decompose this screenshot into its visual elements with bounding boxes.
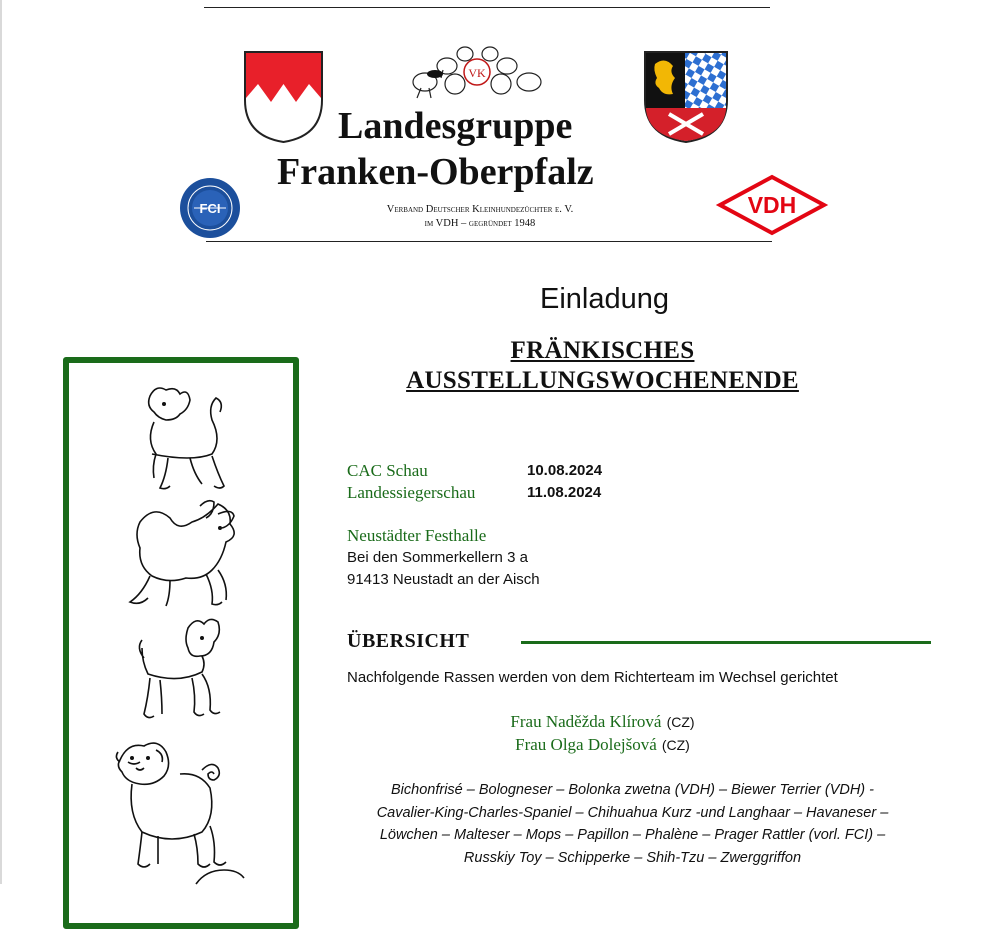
invitation-heading: Einladung	[540, 283, 669, 315]
vdh-logo-text: VDH	[747, 192, 797, 218]
verband-line1: Verband Deutscher Kleinhundezüchter e. V.	[386, 204, 574, 215]
venue-name: Neustädter Festhalle	[347, 526, 487, 545]
event-title	[330, 336, 875, 396]
header-top-rule	[204, 7, 770, 8]
overview-heading: ÜBERSICHT	[347, 630, 470, 652]
breeds-line: Löwchen – Malteser – Mops – Papillon – Phalène – Prager Rattler (vorl. FCI) –	[379, 827, 886, 844]
chihuahua-longhair-illustration-icon	[128, 382, 238, 500]
judge-2	[330, 735, 875, 755]
overview-intro: Nachfolgende Rassen werden von dem Richterteam im Wechsel gerichtet	[347, 669, 838, 686]
dogs-logo-text: VK	[468, 66, 486, 80]
breeds-line: Bichonfrisé – Bologneser – Bolonka zwetna (VDH) – Biewer Terrier (VDH) -	[391, 782, 874, 798]
header-bottom-rule	[206, 241, 772, 242]
oberpfalz-coat-of-arms-icon	[643, 50, 729, 144]
show-date-landessieger: 11.08.2024	[527, 484, 602, 501]
show-name-cac: CAC Schau	[347, 461, 428, 480]
event-title-line2: AUSSTELLUNGSWOCHENENDE	[406, 367, 799, 394]
judge-2-country: (CZ)	[661, 737, 690, 753]
show-date-cac: 10.08.2024	[527, 462, 603, 479]
breeds-line: Cavalier-King-Charles-Spaniel – Chihuahua Kurz -und Langhaar – Havaneser –	[376, 804, 889, 821]
breeds-line: Russkiy Toy – Schipperke – Shih-Tzu – Zwerggriffon	[463, 849, 802, 866]
papillon-illustration-icon	[120, 500, 245, 615]
header-title-line2: Franken-Oberpfalz	[277, 151, 594, 193]
header-title-line1: Landesgruppe	[338, 105, 573, 147]
dogs-group-logo-icon	[405, 40, 548, 100]
venue-city: 91413 Neustadt an der Aisch	[347, 571, 540, 588]
show-name-landessieger: Landessiegerschau	[347, 483, 476, 502]
judge-1-country: (CZ)	[666, 714, 695, 730]
vdh-logo-icon	[716, 173, 828, 237]
judge-1-name: Frau Naděžda Klírová	[510, 712, 662, 731]
judge-2-name: Frau Olga Dolejšová	[515, 735, 657, 754]
event-title-line1: FRÄNKISCHES	[510, 337, 695, 364]
fci-logo-text: FCI	[199, 201, 221, 216]
verband-text	[330, 203, 630, 231]
overview-divider	[521, 641, 931, 644]
chihuahua-shorthair-illustration-icon	[130, 618, 235, 736]
judge-1	[330, 712, 875, 732]
breeds-list	[340, 779, 925, 869]
page-left-edge	[0, 0, 2, 884]
franken-coat-of-arms-icon	[243, 50, 324, 144]
fci-logo-icon	[178, 176, 242, 240]
dog-illustration-partial-icon	[190, 868, 250, 884]
venue-street: Bei den Sommerkellern 3 a	[347, 549, 528, 566]
verband-line2: im VDH – gegründet 1948	[424, 218, 536, 229]
pug-illustration-icon	[110, 740, 240, 880]
